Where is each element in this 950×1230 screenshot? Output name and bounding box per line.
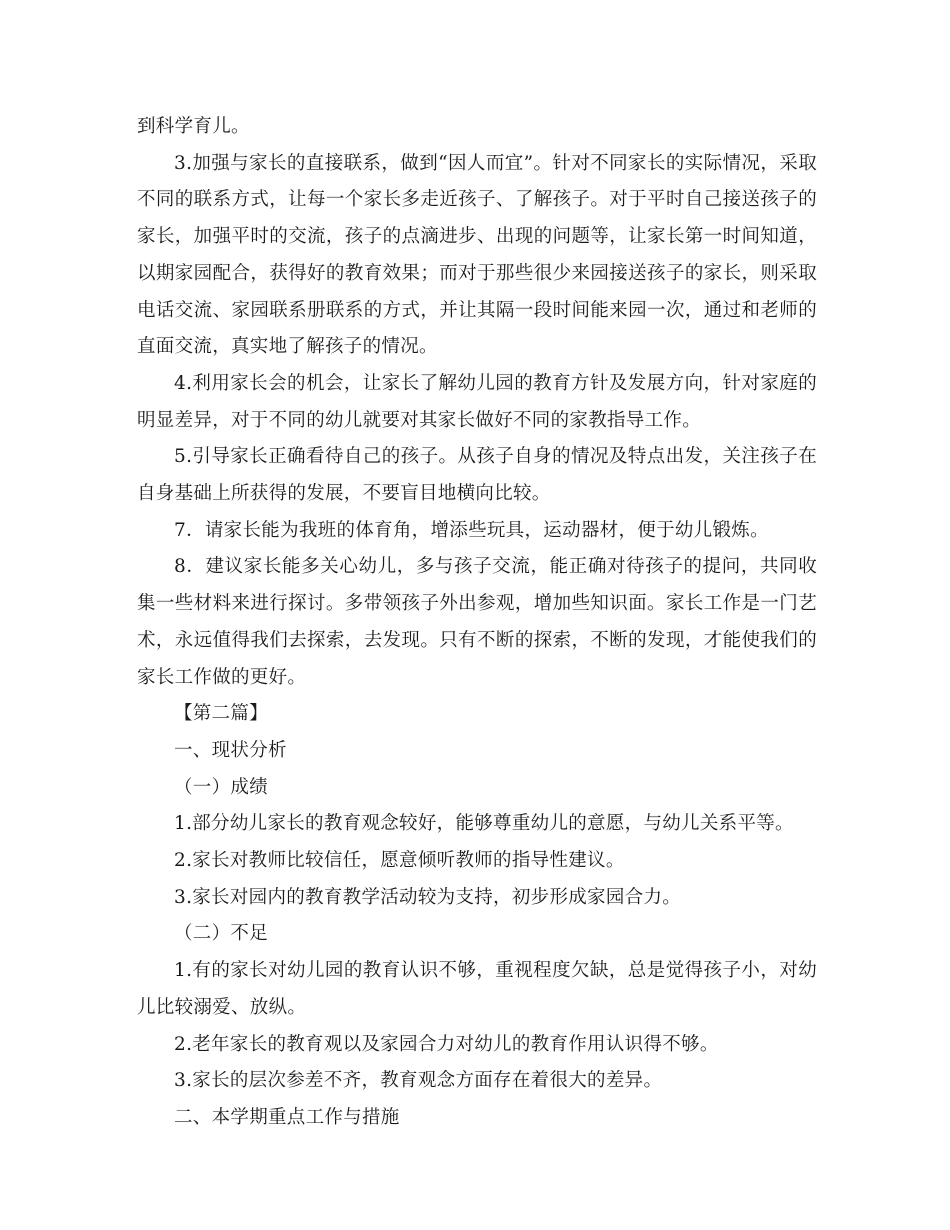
heading-key-work-measures: 二、本学期重点工作与措施 <box>174 1106 400 1128</box>
shortcoming-item-3: 3.家长的层次参差不齐，教育观念方面存在着很大的差异。 <box>174 1070 663 1092</box>
paragraph-item-5: 5.引导家长正确看待自己的孩子。从孩子自身的情况及特点出发，关注孩子在自身基础上所获得的发展，不要盲目地横向比较。 <box>137 446 817 505</box>
paragraph-continuation: 到科学育儿。 <box>137 116 250 137</box>
shortcoming-item-2: 2.老年家长的教育观以及家园合力对幼儿的教育作用认识得不够。 <box>174 1033 719 1055</box>
document-body <box>137 109 817 1137</box>
paragraph-item-4: 4.利用家长会的机会，让家长了解幼儿园的教育方针及发展方向，针对家庭的明显差异，对于不同的幼儿就要对其家长做好不同的家教指导工作。 <box>137 372 817 431</box>
shortcoming-item-1: 1.有的家长对幼儿园的教育认识不够，重视程度欠缺，总是觉得孩子小，对幼儿比较溺爱、放纵。 <box>137 960 817 1018</box>
achievement-item-3: 3.家长对园内的教育教学活动较为支持，初步形成家园合力。 <box>174 886 682 908</box>
subheading-shortcomings: （二）不足 <box>174 923 269 945</box>
section-heading-part-two: 【第二篇】 <box>174 703 269 725</box>
paragraph-item-7: 7．请家长能为我班的体育角，增添些玩具，运动器材，便于幼儿锻炼。 <box>174 519 769 541</box>
subheading-achievements: （一）成绩 <box>174 776 269 798</box>
achievement-item-1: 1.部分幼儿家长的教育观念较好，能够尊重幼儿的意愿，与幼儿关系平等。 <box>174 813 794 835</box>
paragraph-item-3: 3.加强与家长的直接联系，做到“因人而宜”。针对不同家长的实际情况，采取不同的联系方式，让每一个家长多走近孩子、了解孩子。对于平时自己接送孩子的家长，加强平时的交流，孩子的点滴进步、出现的问题等，让家长第一时间知道，以期家园配合，获得好的教育效果；而对于那些很少来园接送孩子的家长，则采取电话交流、家园联系册联系的方式，并让其隔一段时间能来园一次，通过和老师的直面交流，真实地了解孩子的情况。 <box>137 152 817 358</box>
heading-status-analysis: 一、现状分析 <box>174 739 287 761</box>
paragraph-item-8: 8．建议家长能多关心幼儿，多与孩子交流，能正确对待孩子的提问，共同收集一些材料来进行探讨。多带领孩子外出参观，增加些知识面。家长工作是一门艺术，永远值得我们去探索，去发现。只有不断的探索，不断的发现，才能使我们的家长工作做的更好。 <box>137 556 817 688</box>
achievement-item-2: 2.家长对教师比较信任，愿意倾听教师的指导性建议。 <box>174 850 625 872</box>
